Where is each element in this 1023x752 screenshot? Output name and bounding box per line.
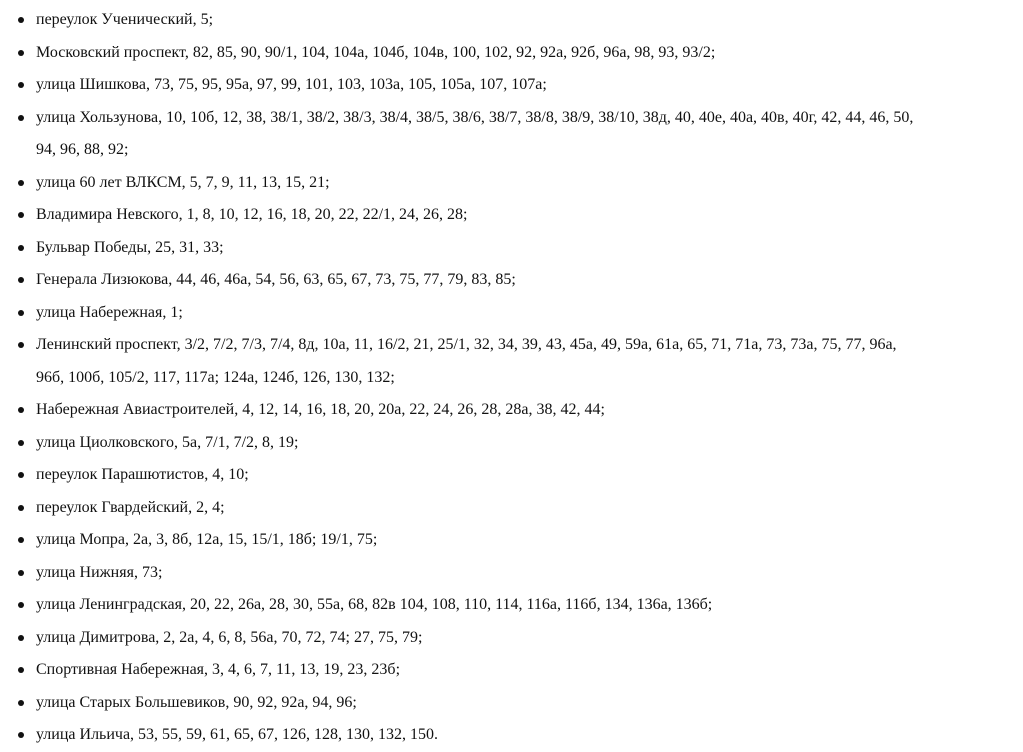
list-item: улица Старых Большевиков, 90, 92, 92а, 94, 96; <box>14 687 926 720</box>
list-item: переулок Гвардейский, 2, 4; <box>14 492 926 525</box>
list-item: Московский проспект, 82, 85, 90, 90/1, 104, 104а, 104б, 104в, 100, 102, 92, 92а, 92б, 96а, 98, 93, 93/2; <box>14 37 926 70</box>
list-item: улица Хользунова, 10, 10б, 12, 38, 38/1, 38/2, 38/3, 38/4, 38/5, 38/6, 38/7, 38/8, 38/9, 38/10, 38д, 40, 40е, 40а, 40в, 40г, 42, 44, 46, 50, 94, 96, 88, 92; <box>14 102 926 167</box>
list-item: улица Ленинградская, 20, 22, 26а, 28, 30, 55а, 68, 82в 104, 108, 110, 114, 116а, 116б, 134, 136а, 136б; <box>14 589 926 622</box>
list-item: Владимира Невского, 1, 8, 10, 12, 16, 18, 20, 22, 22/1, 24, 26, 28; <box>14 199 926 232</box>
list-item: Спортивная Набережная, 3, 4, 6, 7, 11, 13, 19, 23, 23б; <box>14 654 926 687</box>
list-item: улица 60 лет ВЛКСМ, 5, 7, 9, 11, 13, 15, 21; <box>14 167 926 200</box>
list-item: улица Димитрова, 2, 2а, 4, 6, 8, 56а, 70, 72, 74; 27, 75, 79; <box>14 622 926 655</box>
list-item: улица Мопра, 2а, 3, 8б, 12а, 15, 15/1, 18б; 19/1, 75; <box>14 524 926 557</box>
list-item: улица Шишкова, 73, 75, 95, 95а, 97, 99, 101, 103, 103а, 105, 105а, 107, 107а; <box>14 69 926 102</box>
list-item: Набережная Авиастроителей, 4, 12, 14, 16, 18, 20, 20а, 22, 24, 26, 28, 28а, 38, 42, 44; <box>14 394 926 427</box>
list-item: переулок Ученический, 5; <box>14 4 926 37</box>
list-item: Ленинский проспект, 3/2, 7/2, 7/3, 7/4, 8д, 10а, 11, 16/2, 21, 25/1, 32, 34, 39, 43, 45а, 49, 59а, 61а, 65, 71, 71а, 73, 73а, 75, 77, 96а, 96б, 100б, 105/2, 117, 117а; 124а, 124б, 126, 130, 132; <box>14 329 926 394</box>
list-item: улица Набережная, 1; <box>14 297 926 330</box>
list-item: улица Циолковского, 5а, 7/1, 7/2, 8, 19; <box>14 427 926 460</box>
list-item: улица Ильича, 53, 55, 59, 61, 65, 67, 126, 128, 130, 132, 150. <box>14 719 926 752</box>
list-item: Генерала Лизюкова, 44, 46, 46а, 54, 56, 63, 65, 67, 73, 75, 77, 79, 83, 85; <box>14 264 926 297</box>
list-item: Бульвар Победы, 25, 31, 33; <box>14 232 926 265</box>
list-item: переулок Парашютистов, 4, 10; <box>14 459 926 492</box>
list-item: улица Нижняя, 73; <box>14 557 926 590</box>
